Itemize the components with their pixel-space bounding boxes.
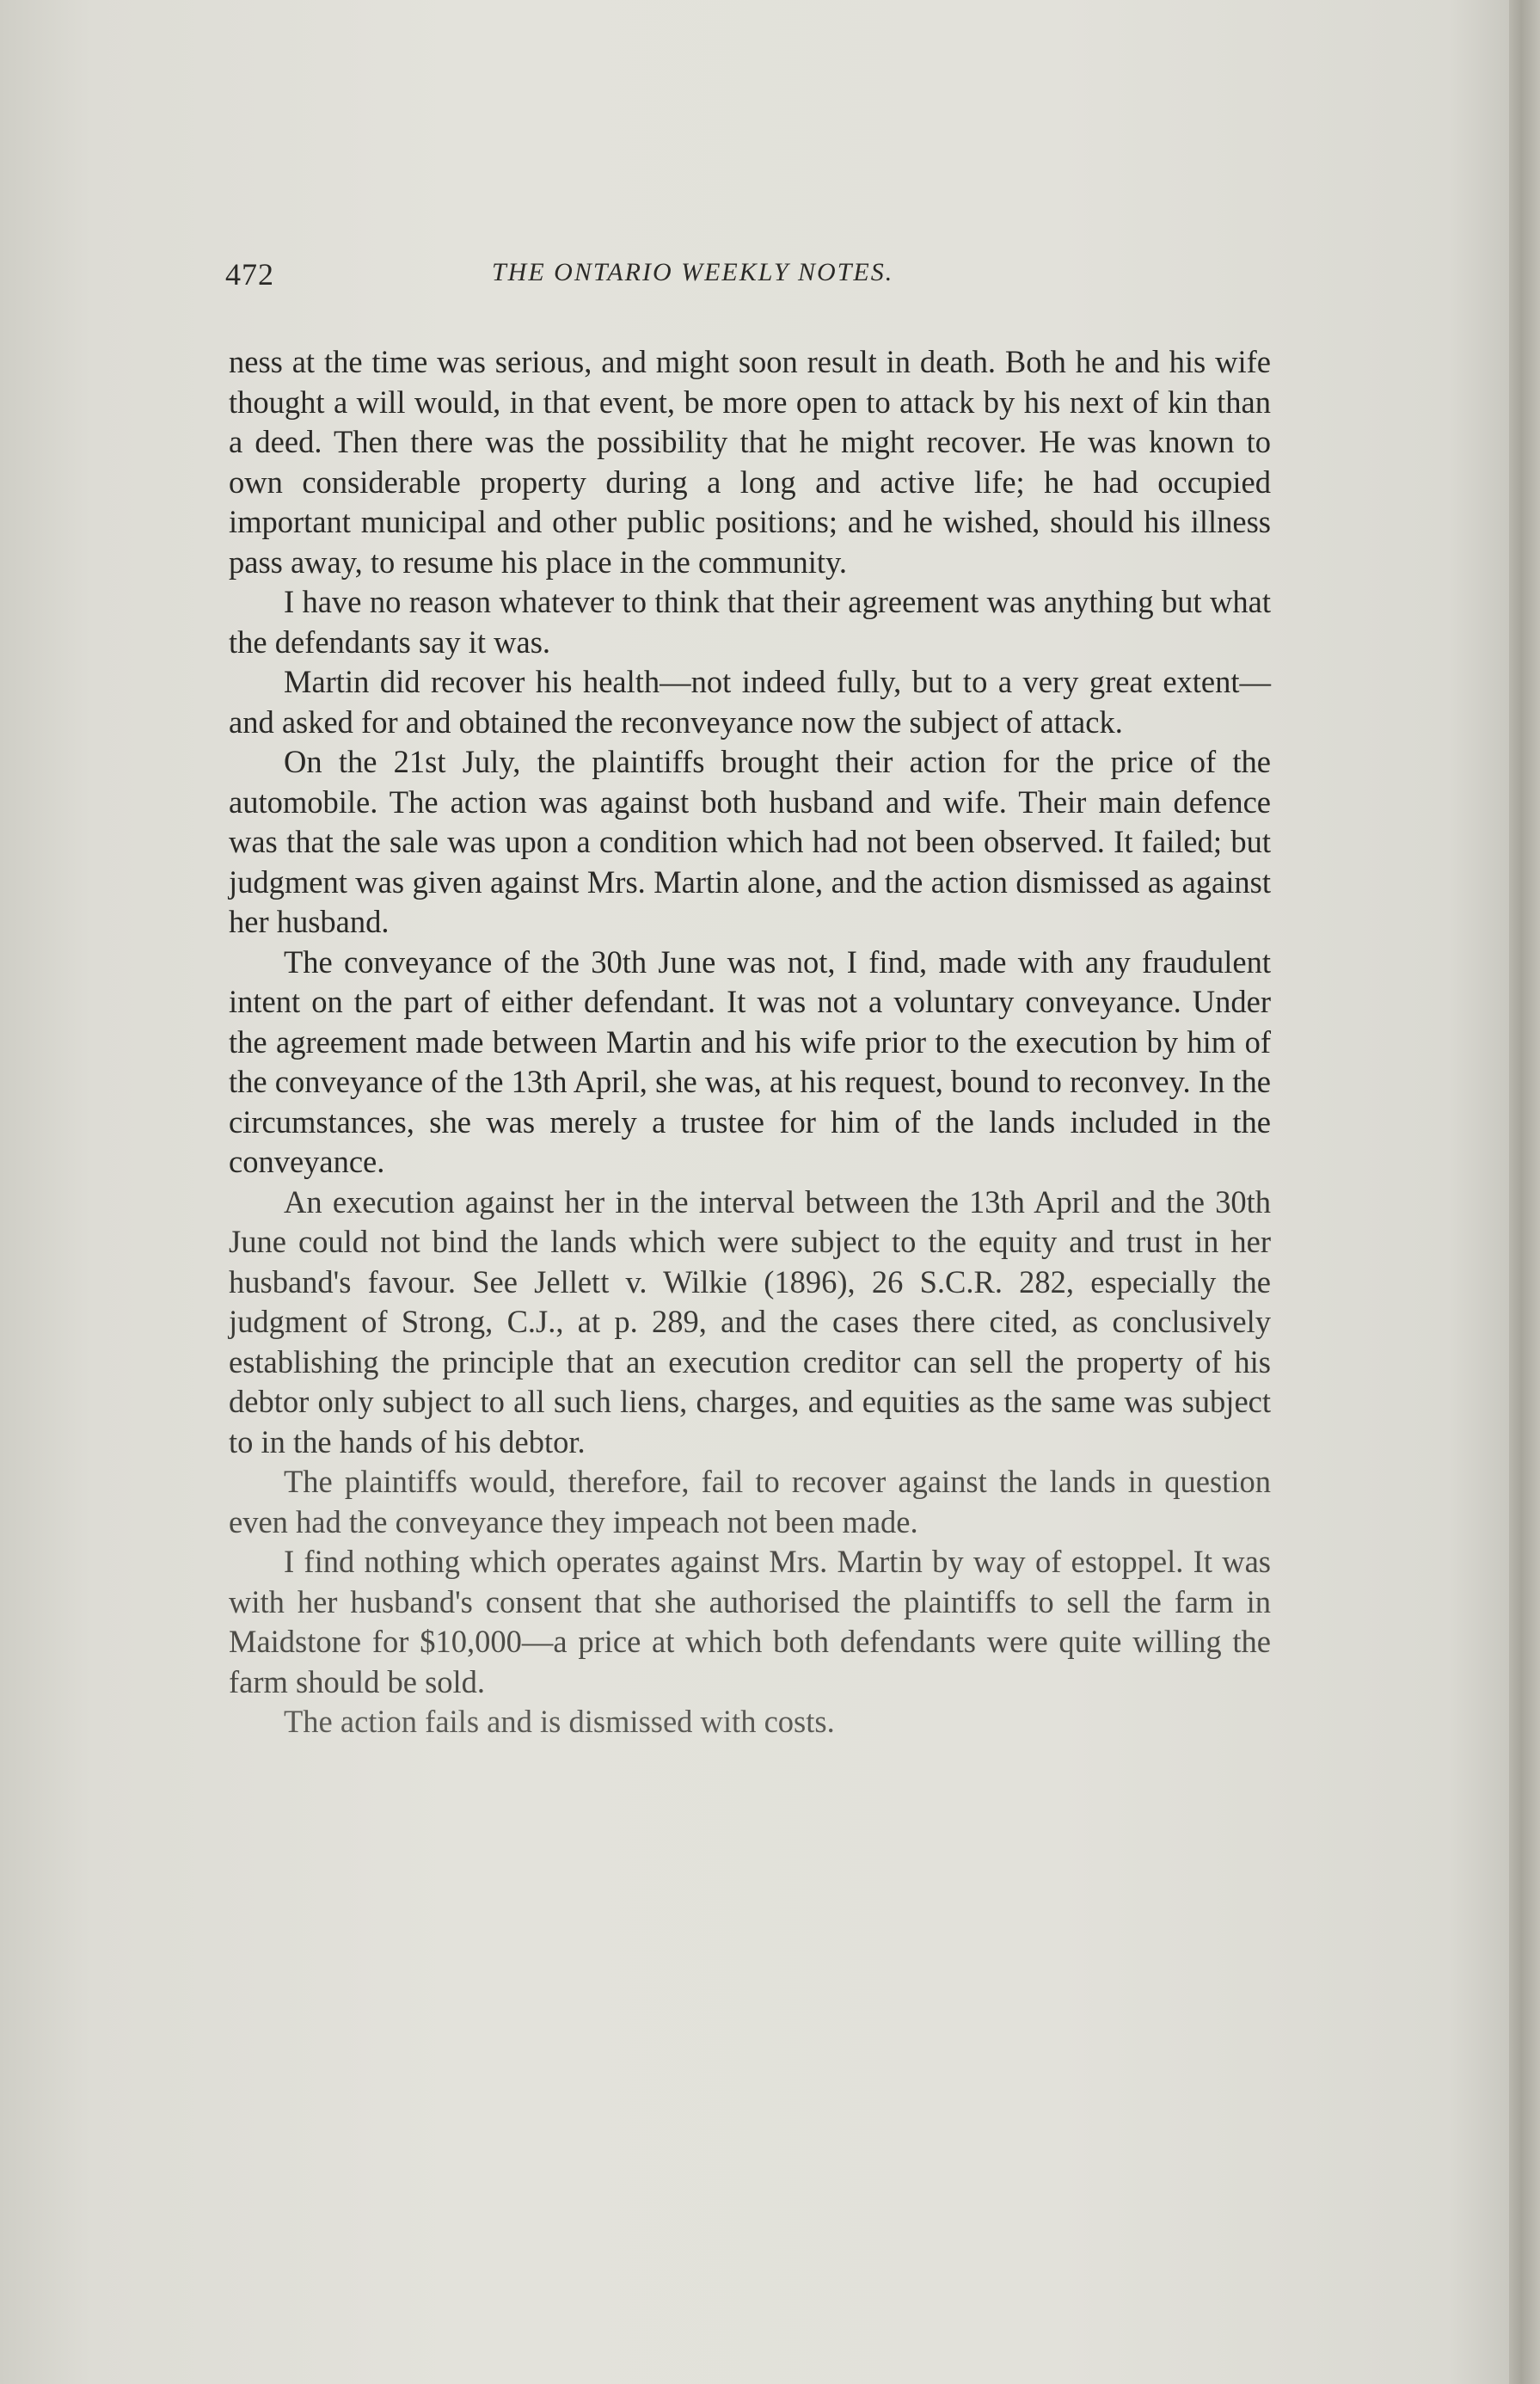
paragraph-action: On the 21st July, the plaintiffs brought their action for the price of the automobile. The action was against both husband and wife. Their main defence was that the sale was upon a condition which had not been observed. It failed; but judgment was given against Mrs. Martin alone, and the action dismissed as against her husband. bbox=[229, 744, 1271, 939]
paragraph-agreement: I have no reason whatever to think that their agreement was anything but what the defendants say it was. bbox=[229, 584, 1271, 660]
paragraph-continued: ness at the time was serious, and might soon result in death. Both he and his wife thought a will would, in that event, be more open to attack by his next of kin than a deed. Then there was the possibility that he might recover. He was known to own considerable property during a long and active life; he had occupied important municipal and other public positions; and he wished, should his illness pass away, to resume his place in the community. bbox=[229, 344, 1271, 580]
paragraph-conclusion: The action fails and is dismissed with costs. bbox=[284, 1704, 835, 1739]
paragraph-conveyance: The conveyance of the 30th June was not, I find, made with any fraudulent intent on the part of either defendant. It was not a voluntary conveyance. Under the agreement made between Martin and his wife prior to the execution by him of the conveyance of the 13th April, she was, at his request, bound to reconvey. In the circumstances, she was merely a trustee for him of the lands included in the conveyance. bbox=[229, 943, 1271, 1179]
paragraph-recovery: Martin did recover his health—not indeed fully, but to a very great extent—and asked for and obtained the reconveyance now the subject of attack. bbox=[229, 664, 1271, 740]
paragraph-estoppel: I find nothing which operates against Mrs. Martin by way of estoppel. It was with her husband's consent that she authorised the plaintiffs to sell the farm in Maidstone for $10,000—a price at which both defendants were quite willing the farm should be sold. bbox=[229, 1544, 1271, 1699]
paragraph-execution: An execution against her in the interval between the 13th April and the 30th June could not bind the lands which were subject to the equity and trust in her husband's favour. See Jellett v. Wilkie (1896), 26 S.C.R. 282, especially the judgment of Strong, C.J., at p. 289, and the cases there cited, as conclusively establishing the principle that an execution creditor can sell the property of his debtor only subject to all such liens, charges, and equities as the same was subject to in the hands of his debtor. bbox=[229, 1183, 1271, 1459]
binding-edge bbox=[1509, 0, 1540, 2384]
paragraph-plaintiffs: The plaintiffs would, therefore, fail to recover against the lands in question even had the conveyance they impeach not been made. bbox=[229, 1464, 1271, 1539]
page-number: 472 bbox=[225, 257, 274, 292]
page-header bbox=[225, 256, 1274, 299]
body-text bbox=[229, 342, 1271, 1742]
running-title: THE ONTARIO WEEKLY NOTES. bbox=[492, 258, 894, 286]
